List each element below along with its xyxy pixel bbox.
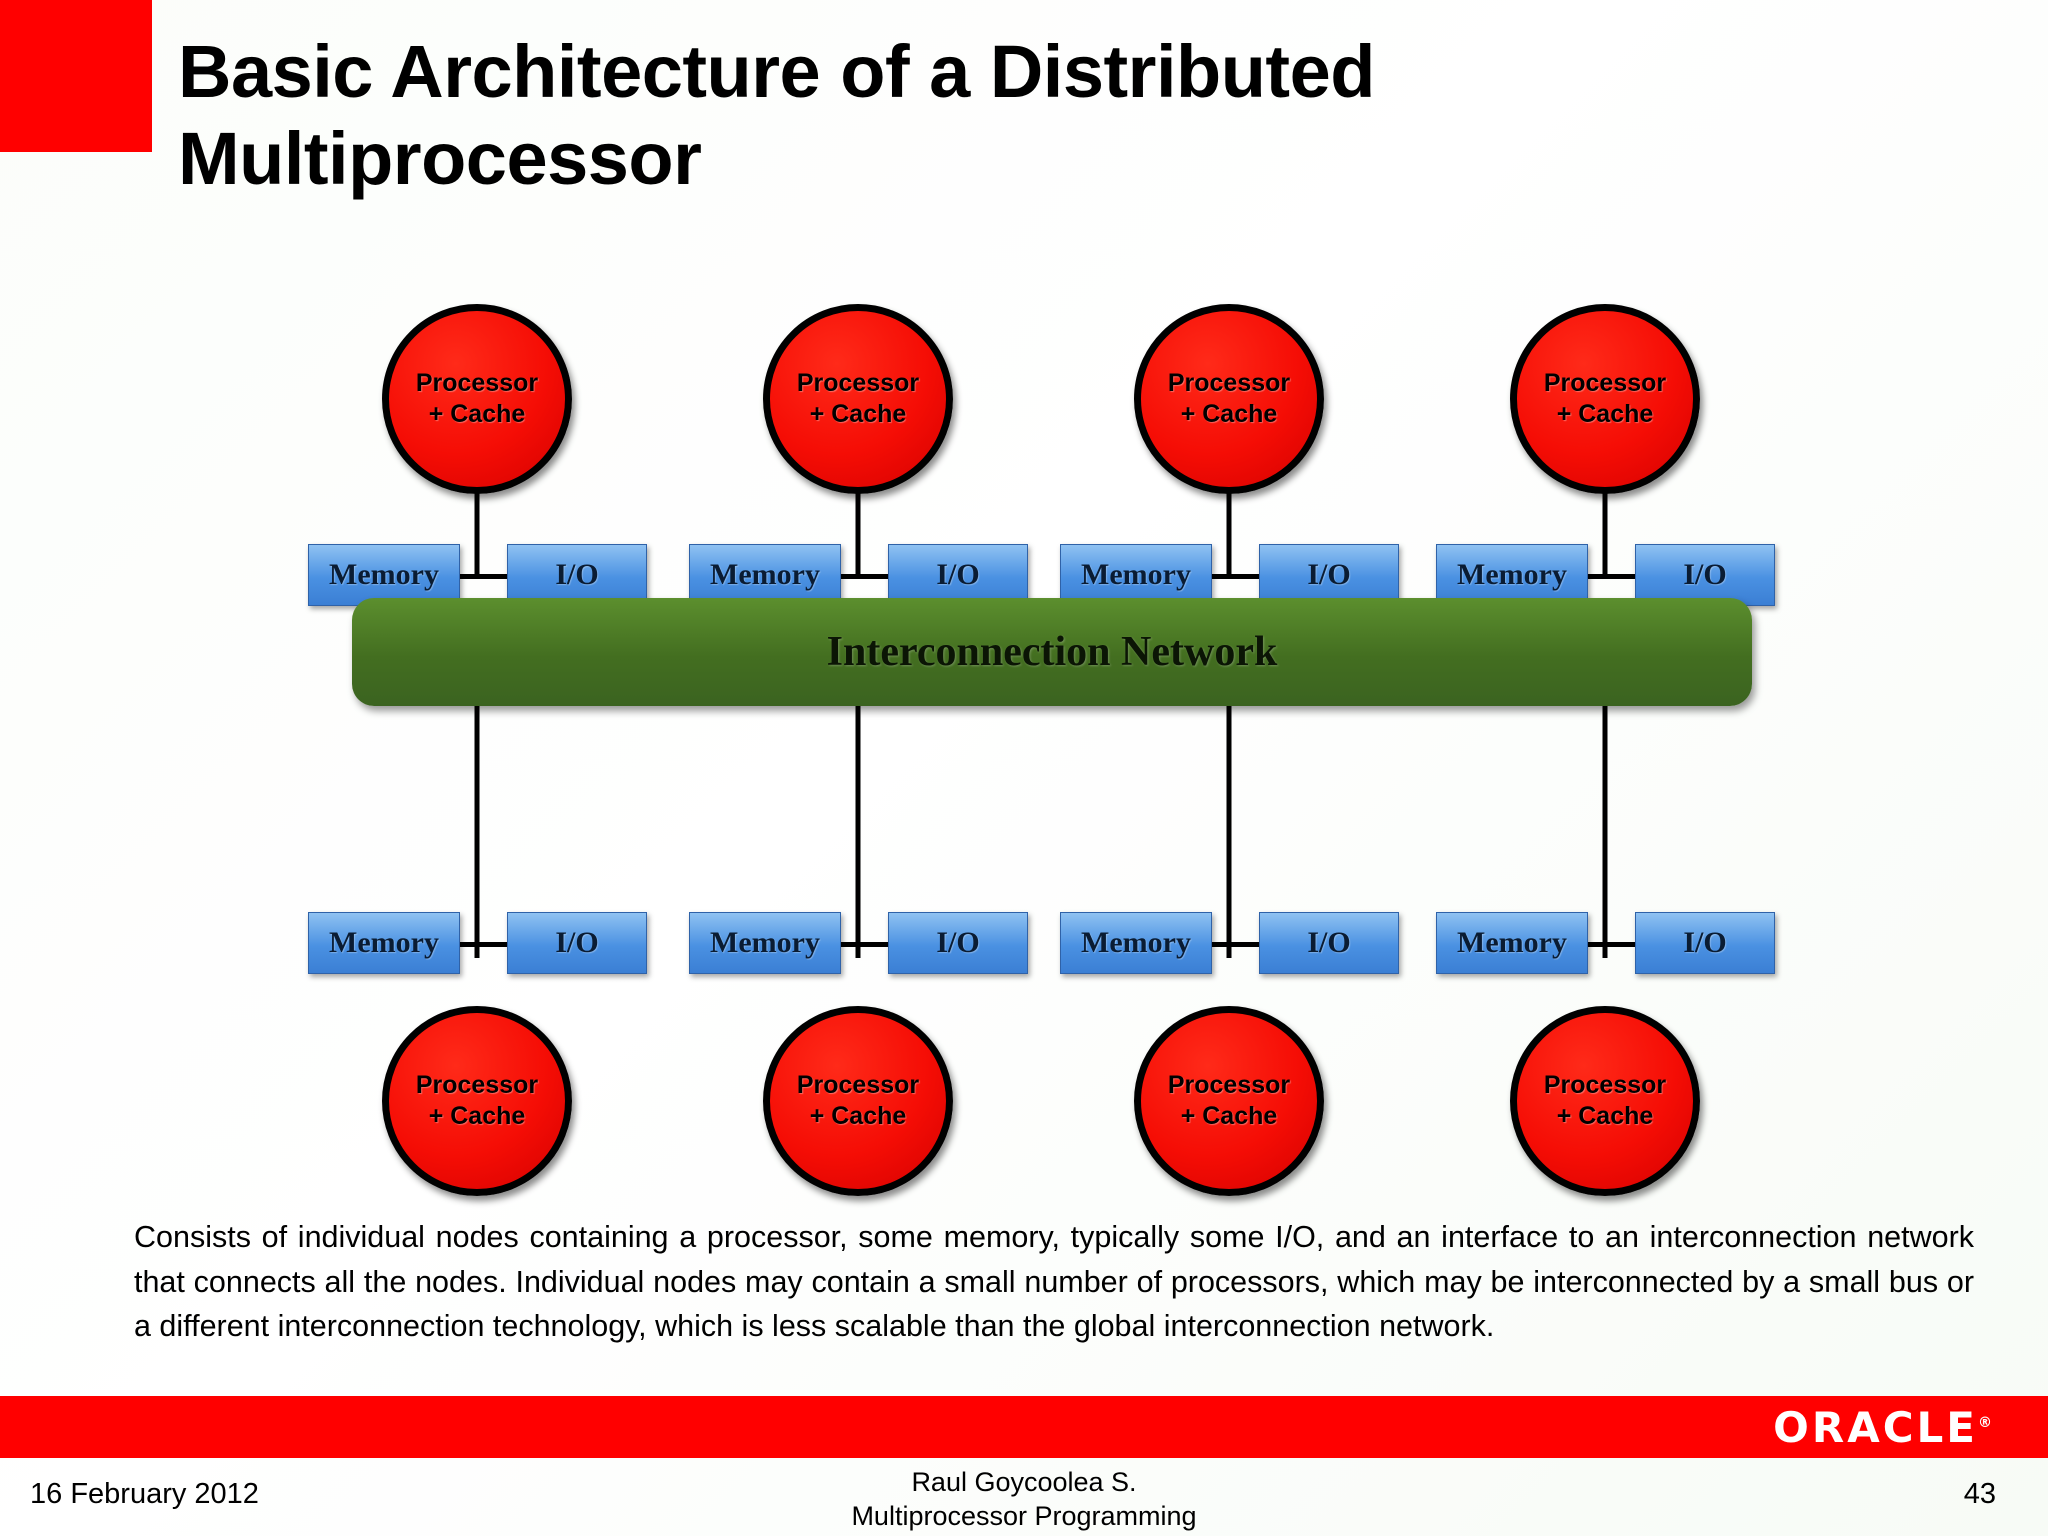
memory-box-2-bottom: Memory — [689, 912, 841, 974]
footer-presenter: Raul Goycoolea S. — [911, 1467, 1137, 1497]
processor-label-line2: + Cache — [1556, 400, 1654, 428]
io-box-1-bottom: I/O — [507, 912, 647, 974]
io-box-1-top: I/O — [507, 544, 647, 606]
memory-box-2-top: Memory — [689, 544, 841, 606]
interconnection-network-bar — [352, 598, 1752, 706]
wire-col2-bottom-network — [856, 702, 861, 958]
page-title: Basic Architecture of a Distributed Multiprocessor — [178, 30, 1375, 201]
processor-node-5 — [382, 1006, 572, 1196]
memory-box-3-bottom: Memory — [1060, 912, 1212, 974]
processor-label-line2: + Cache — [428, 400, 526, 428]
wire-col1-bottom-network — [475, 702, 480, 958]
io-box-2-bottom: I/O — [888, 912, 1028, 974]
processor-label-line1: Processor — [415, 1070, 539, 1099]
footer-center — [0, 1466, 2048, 1534]
io-box-4-top: I/O — [1635, 544, 1775, 606]
body-paragraph: Consists of individual nodes containing a processor, some memory, typically some I/O, and an interface to an interconnection network that connects all the nodes. Individual nodes may contain a small number of processors, which may be interconnected by a small bus or a different interconnection technology, which is less scalable than the global interconnection network. — [134, 1220, 1974, 1344]
processor-label-line1: Processor — [1543, 1070, 1667, 1099]
processor-label-line1: Processor — [1167, 1070, 1291, 1099]
io-box-3-top: I/O — [1259, 544, 1399, 606]
wire-col4-bottom-network — [1603, 702, 1608, 958]
processor-label-line1: Processor — [796, 368, 920, 397]
processor-label-line1: Processor — [1543, 368, 1667, 397]
io-box-3-bottom: I/O — [1259, 912, 1399, 974]
processor-node-1 — [382, 304, 572, 494]
memory-box-4-top: Memory — [1436, 544, 1588, 606]
processor-label-line2: + Cache — [428, 1102, 526, 1130]
processor-node-4 — [1510, 304, 1700, 494]
wire-col1-top-proc — [475, 486, 480, 578]
memory-box-1-bottom: Memory — [308, 912, 460, 974]
processor-label-line1: Processor — [796, 1070, 920, 1099]
processor-node-6 — [763, 1006, 953, 1196]
wire-col3-top-proc — [1227, 486, 1232, 578]
wire-col3-bottom-network — [1227, 702, 1232, 958]
processor-node-8 — [1510, 1006, 1700, 1196]
processor-label-line2: + Cache — [1180, 1102, 1278, 1130]
io-box-4-bottom: I/O — [1635, 912, 1775, 974]
architecture-diagram — [0, 290, 2048, 1200]
memory-box-1-top: Memory — [308, 544, 460, 606]
oracle-wordmark: ORACLE — [1773, 1403, 1978, 1452]
processor-node-7 — [1134, 1006, 1324, 1196]
footer-date: 16 February 2012 — [30, 1478, 259, 1510]
oracle-logo: ORACLE® — [1773, 1403, 1992, 1452]
memory-box-4-bottom: Memory — [1436, 912, 1588, 974]
wire-col2-top-proc — [856, 486, 861, 578]
processor-label-line2: + Cache — [809, 1102, 907, 1130]
footer-course: Multiprocessor Programming — [851, 1500, 1197, 1531]
processor-label-line2: + Cache — [1180, 400, 1278, 428]
memory-box-3-top: Memory — [1060, 544, 1212, 606]
processor-label-line1: Processor — [1167, 368, 1291, 397]
footer-bar — [0, 1396, 2048, 1458]
footer-page-number: 43 — [1963, 1478, 1996, 1510]
wire-col4-top-proc — [1603, 486, 1608, 578]
io-box-2-top: I/O — [888, 544, 1028, 606]
processor-node-3 — [1134, 304, 1324, 494]
processor-label-line1: Processor — [415, 368, 539, 397]
processor-label-line2: + Cache — [1556, 1102, 1654, 1130]
corner-accent-block — [0, 0, 152, 152]
processor-node-2 — [763, 304, 953, 494]
processor-label-line2: + Cache — [809, 400, 907, 428]
interconnection-network-label: Interconnection Network — [826, 629, 1278, 675]
